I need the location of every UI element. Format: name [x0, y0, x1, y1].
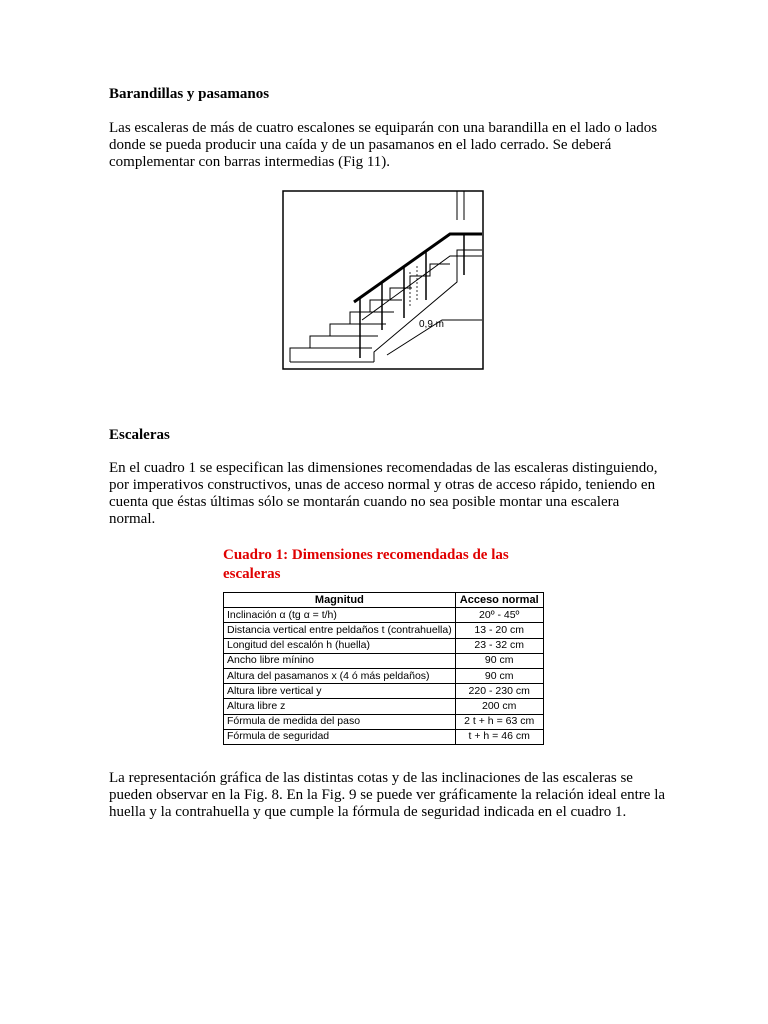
table-row: [224, 608, 544, 623]
cell-magnitud: Altura del pasamanos x (4 ó más peldaños): [224, 668, 456, 683]
stair-railing-figure: [282, 190, 484, 370]
table-row: [224, 684, 544, 699]
heading-escaleras: Escaleras: [109, 427, 170, 443]
cell-value: 23 - 32 cm: [455, 638, 543, 653]
header-acceso-normal: Acceso normal: [455, 593, 543, 608]
table-row: [224, 699, 544, 714]
cell-magnitud: Altura libre vertical y: [224, 684, 456, 699]
heading-barandillas: Barandillas y pasamanos: [109, 86, 270, 102]
table-title: Cuadro 1: Dimensiones recomendadas de las escaleras: [223, 547, 509, 582]
table-row: [224, 653, 544, 668]
cell-value: 220 - 230 cm: [455, 684, 543, 699]
cell-magnitud: Longitud del escalón h (huella): [224, 638, 456, 653]
table-row: [224, 714, 544, 729]
paragraph-barandillas: Las escaleras de más de cuatro escalones se equiparán con una barandilla en el lado o lados donde se pueda producir una caída y de un pasamanos en el lado cerrado. Se deberá complementar con barras intermedias (Fig 11).: [109, 120, 658, 170]
cell-magnitud: Altura libre z: [224, 699, 456, 714]
cell-value: 90 cm: [455, 653, 543, 668]
cell-magnitud: Distancia vertical entre peldaños t (contrahuella): [224, 623, 456, 638]
table-row: [224, 668, 544, 683]
cell-value: 2 t + h = 63 cm: [455, 714, 543, 729]
cell-value: 20º - 45º: [455, 608, 543, 623]
table-header-row: [224, 593, 544, 608]
cell-magnitud: Inclinación α (tg α = t/h): [224, 608, 456, 623]
cell-magnitud: Fórmula de medida del paso: [224, 714, 456, 729]
table-row: [224, 623, 544, 638]
cell-value: 13 - 20 cm: [455, 623, 543, 638]
table-row: [224, 729, 544, 744]
cell-value: t + h = 46 cm: [455, 729, 543, 744]
paragraph-escaleras: En el cuadro 1 se especifican las dimensiones recomendadas de las escaleras distinguiendo, por imperativos constructivos, unas de acceso normal y otras de acceso rápido, teniendo en cuenta que éstas últimas sólo se montarán cuando no sea posible montar una escalera normal.: [109, 460, 658, 527]
cell-value: 90 cm: [455, 668, 543, 683]
paragraph-representacion: La representación gráfica de las distintas cotas y de las inclinaciones de las escaleras se pueden observar en la Fig. 8. En la Fig. 9 se puede ver gráficamente la relación ideal entre la huella y la contrahuella y que cumple la fórmula de seguridad indicada en el cuadro 1.: [109, 770, 666, 820]
figure-measure-label: 0,9 m: [419, 319, 445, 330]
cell-magnitud: Ancho libre mínino: [224, 653, 456, 668]
cell-magnitud: Fórmula de seguridad: [224, 729, 456, 744]
table-row: [224, 638, 544, 653]
header-magnitud: Magnitud: [224, 593, 456, 608]
cell-value: 200 cm: [455, 699, 543, 714]
dimensions-table: [223, 592, 544, 745]
